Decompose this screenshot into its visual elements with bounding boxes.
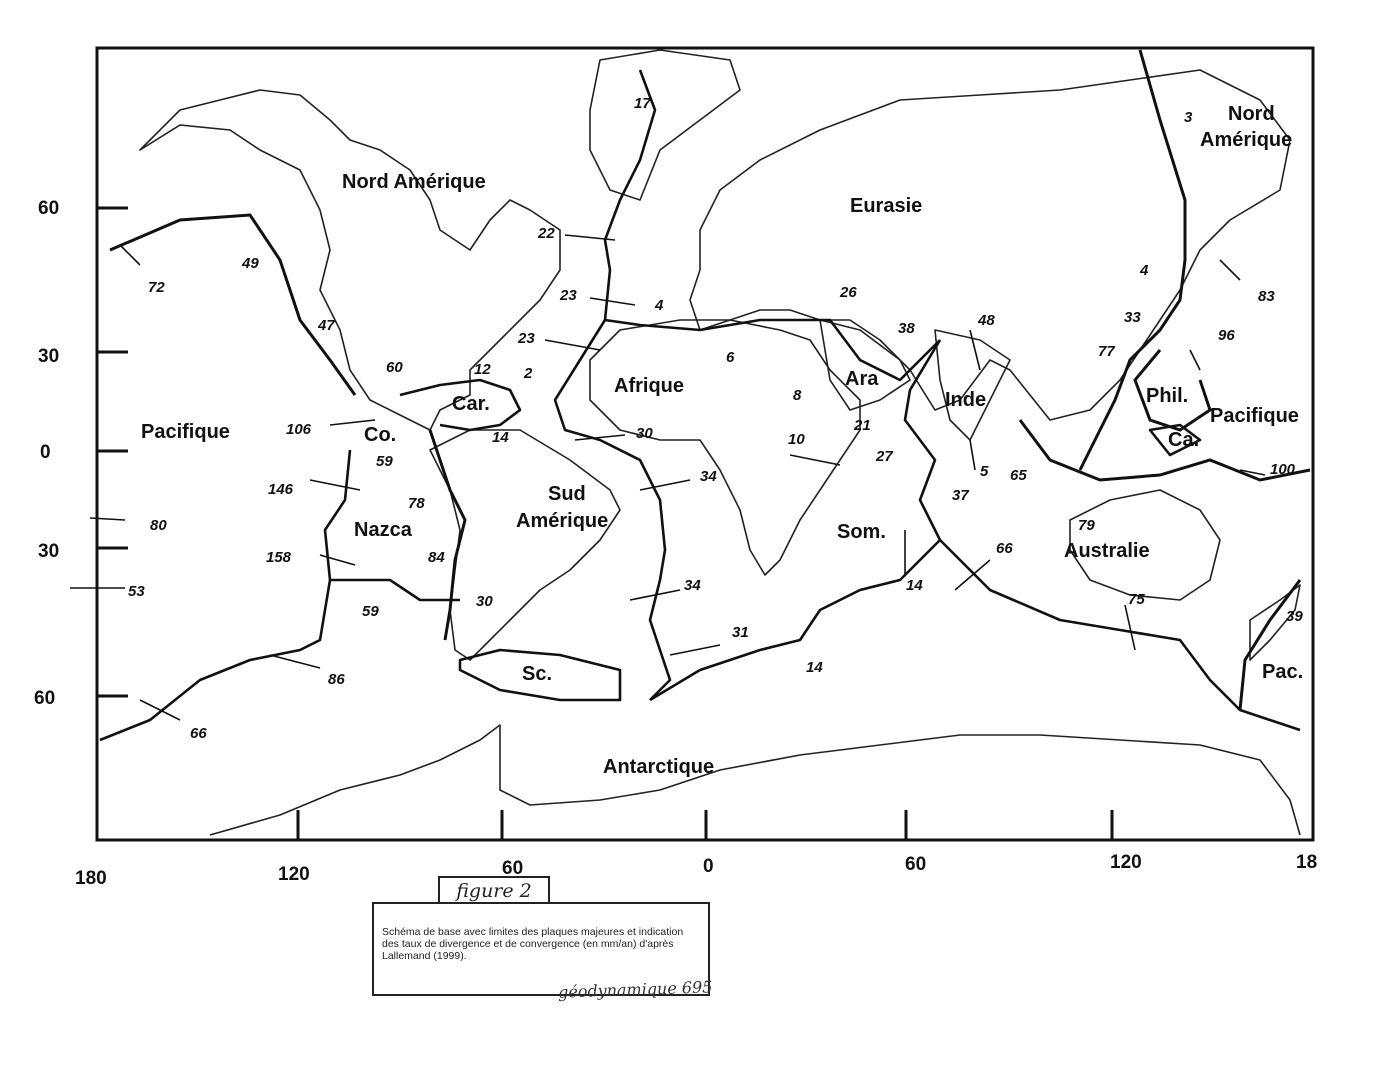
plate-label: Som. <box>837 521 886 543</box>
rate-label: 78 <box>408 495 425 512</box>
coast-greenland <box>590 50 740 200</box>
latitude-labels <box>34 198 59 709</box>
rate-label: 59 <box>376 453 393 470</box>
plate-label: Pac. <box>1262 661 1304 683</box>
rate-label: 23 <box>560 287 577 304</box>
rate-label: 158 <box>266 549 292 566</box>
rate-label: 96 <box>1218 327 1235 344</box>
coast-eurasia <box>690 70 1293 420</box>
plate-label: Pacifique <box>141 421 230 443</box>
rate-label: 83 <box>1258 288 1275 305</box>
boundary-pacific-sw <box>1240 580 1300 710</box>
rate-label: 8 <box>793 387 802 404</box>
rate-label: 10 <box>788 431 805 448</box>
coast-africa <box>590 320 860 575</box>
plate-label: Car. <box>452 393 490 415</box>
longitude-ticks <box>298 810 1112 840</box>
rate-label: 34 <box>684 577 701 594</box>
rate-label: 4 <box>655 297 664 314</box>
rate-label: 33 <box>1124 309 1141 326</box>
rate-label: 59 <box>362 603 379 620</box>
handwritten-signature: géodynamique 695 <box>557 977 713 1002</box>
coastlines <box>140 50 1300 835</box>
plate-boundaries <box>100 50 1310 740</box>
lon-label-120w: 120 <box>278 864 310 885</box>
coast-arabia <box>820 320 910 410</box>
rate-label: 14 <box>906 577 923 594</box>
rate-label: 23 <box>518 330 535 347</box>
rate-label: 27 <box>876 448 893 465</box>
rate-label: 79 <box>1078 517 1095 534</box>
rate-label: 26 <box>840 284 857 301</box>
rate-label: 77 <box>1098 343 1115 360</box>
plate-label: Nazca <box>354 519 412 541</box>
rate-label: 17 <box>634 95 651 112</box>
rate-label: 48 <box>978 312 995 329</box>
lon-label-180: 180 <box>75 868 107 889</box>
rate-label: 12 <box>474 361 491 378</box>
coast-north-america <box>140 90 560 430</box>
plate-label: Eurasie <box>850 195 923 217</box>
lon-label-60e: 60 <box>905 854 927 875</box>
rate-label: 30 <box>476 593 493 610</box>
rate-label: 37 <box>952 487 969 504</box>
rate-label: 146 <box>268 481 294 498</box>
rate-label: 66 <box>190 725 207 742</box>
coast-antarctica <box>210 725 1300 835</box>
lat-label-60s: 60 <box>34 688 56 709</box>
rate-label: 39 <box>1286 608 1303 625</box>
figure-label: figure 2 <box>438 876 550 906</box>
plate-label: Sc. <box>522 663 553 685</box>
rate-label: 80 <box>150 517 167 534</box>
ridge-southeast-indian <box>940 540 1300 730</box>
rate-label: 14 <box>806 659 823 676</box>
plate-label: Amérique <box>1200 129 1293 151</box>
plate-label: Pacifique <box>1210 405 1299 427</box>
lon-label-180e: 18 <box>1296 852 1318 873</box>
plate-label: Antarctique <box>603 756 715 778</box>
rate-label: 75 <box>1128 591 1145 608</box>
lat-label-30s: 30 <box>38 541 60 562</box>
longitude-labels <box>75 852 1317 889</box>
rate-label: 21 <box>854 417 871 434</box>
rate-label: 3 <box>1184 109 1193 126</box>
map-frame <box>97 48 1313 840</box>
rate-label: 2 <box>524 365 533 382</box>
rate-label: 34 <box>700 468 717 485</box>
rate-label: 6 <box>726 349 735 366</box>
rate-label: 84 <box>428 549 445 566</box>
lon-label-60w: 60 <box>502 858 524 879</box>
lat-label-0: 0 <box>40 442 51 463</box>
coast-india <box>935 330 1010 440</box>
rate-label: 47 <box>318 317 335 334</box>
rate-label: 22 <box>538 225 555 242</box>
rate-label: 38 <box>898 320 915 337</box>
rate-label: 49 <box>242 255 259 272</box>
lat-label-30n: 30 <box>38 346 60 367</box>
trench-asia-east <box>1080 50 1185 470</box>
rate-label: 86 <box>328 671 345 688</box>
plate-label: Nord <box>1228 103 1275 125</box>
rate-label: 30 <box>636 425 653 442</box>
lon-label-120e: 120 <box>1110 852 1142 873</box>
rate-label: 66 <box>996 540 1013 557</box>
rate-label: 60 <box>386 359 403 376</box>
rate-label: 106 <box>286 421 312 438</box>
lon-label-0: 0 <box>703 856 714 877</box>
plate-label: Nord Amérique <box>342 171 486 193</box>
plate-label: Ara <box>845 368 879 390</box>
plate-label: Inde <box>945 389 987 411</box>
rate-label: 65 <box>1010 467 1027 484</box>
plate-labels <box>141 103 1303 778</box>
rate-label: 53 <box>128 583 145 600</box>
boundary-nazca-south <box>330 580 460 600</box>
caption-text: Schéma de base avec limites des plaques majeures et indication des taux de divergence et de convergence (en mm/an) d'après Lallemand (1999). <box>382 926 684 962</box>
plate-label: Co. <box>364 424 397 446</box>
rate-arrows <box>70 235 1265 720</box>
plate-label: Amérique <box>516 510 609 532</box>
plate-label: Australie <box>1064 540 1150 562</box>
lat-label-60n: 60 <box>38 198 60 219</box>
plate-label: Phil. <box>1146 385 1189 407</box>
rate-label: 100 <box>1270 461 1296 478</box>
trench-north-america-west <box>110 215 355 395</box>
rate-label: 4 <box>1140 262 1149 279</box>
plate-label: Ca. <box>1168 429 1200 451</box>
plate-label: Afrique <box>614 375 684 397</box>
rate-labels <box>128 95 1303 742</box>
rate-label: 31 <box>732 624 749 641</box>
rate-label: 14 <box>492 429 509 446</box>
rate-label: 72 <box>148 279 165 296</box>
rate-label: 5 <box>980 463 989 480</box>
plate-label: Sud <box>548 483 586 505</box>
latitude-ticks <box>97 208 128 696</box>
